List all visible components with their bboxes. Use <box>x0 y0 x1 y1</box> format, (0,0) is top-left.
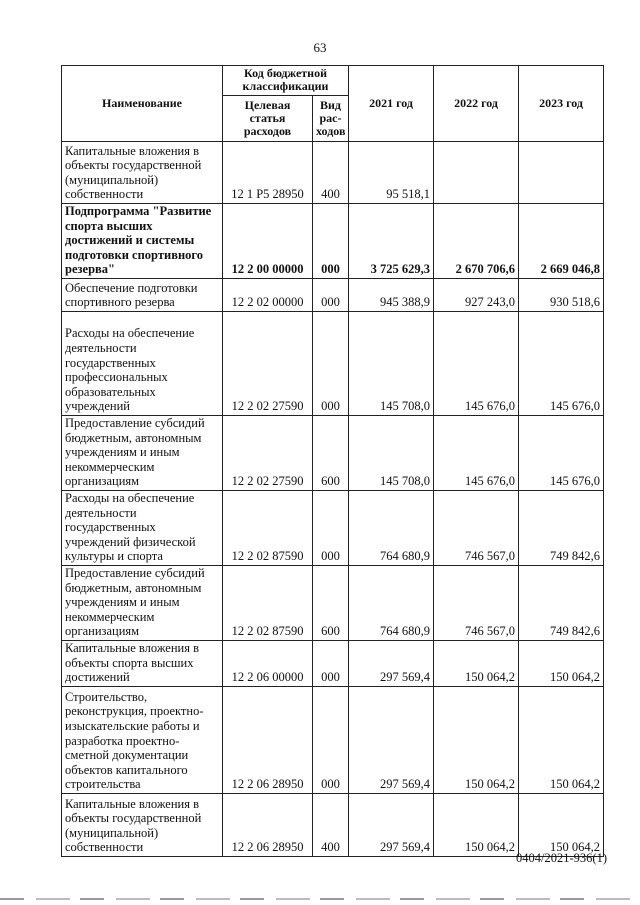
row-2022-cell: 150 064,2 <box>434 686 519 793</box>
row-target-item-cell: 12 2 06 00000 <box>223 640 313 686</box>
row-name-cell: Расходы на обеспечение деятельности государственных профессиональных образовательных учреждений <box>62 311 223 415</box>
row-target-item-cell: 12 2 02 27590 <box>223 311 313 415</box>
row-target-item-cell: 12 2 02 87590 <box>223 565 313 640</box>
row-2023-cell: 930 518,6 <box>519 278 604 311</box>
row-target-item-cell: 12 2 02 00000 <box>223 278 313 311</box>
row-2021-cell: 297 569,4 <box>349 640 434 686</box>
row-name-cell: Расходы на обеспечение деятельности государственных учреждений физической культуры и спорта <box>62 490 223 565</box>
row-2023-cell: 145 676,0 <box>519 311 604 415</box>
row-target-item-cell: 12 2 00 00000 <box>223 204 313 279</box>
row-2022-cell: 145 676,0 <box>434 311 519 415</box>
row-2022-cell: 145 676,0 <box>434 415 519 490</box>
header-2021: 2021 год <box>349 66 434 142</box>
row-2022-cell <box>434 142 519 204</box>
row-expense-type-cell: 000 <box>313 640 349 686</box>
header-2023: 2023 год <box>519 66 604 142</box>
row-2022-cell: 746 567,0 <box>434 490 519 565</box>
header-target-item: Целевая статья расходов <box>223 96 313 142</box>
row-expense-type-cell: 000 <box>313 204 349 279</box>
row-expense-type-cell: 600 <box>313 565 349 640</box>
row-name-cell: Капитальные вложения в объекты государственной (муниципальной) собственности <box>62 142 223 204</box>
table-row <box>62 640 604 686</box>
row-2021-cell: 145 708,0 <box>349 415 434 490</box>
table-row <box>62 415 604 490</box>
table-row <box>62 565 604 640</box>
row-name-cell: Подпрограмма "Развитие спорта высших достижений и системы подготовки спортивного резерва" <box>62 204 223 279</box>
row-2021-cell: 145 708,0 <box>349 311 434 415</box>
row-name-cell: Капитальные вложения в объекты государственной (муниципальной) собственности <box>62 793 223 856</box>
row-2022-cell: 2 670 706,6 <box>434 204 519 279</box>
row-name-cell: Предоставление субсидий бюджетным, автономным учреждениям и иным некоммерческим организациям <box>62 415 223 490</box>
row-2021-cell: 764 680,9 <box>349 490 434 565</box>
row-name-cell: Обеспечение подготовки спортивного резерва <box>62 278 223 311</box>
row-expense-type-cell: 400 <box>313 793 349 856</box>
header-expense-type: Вид рас-ходов <box>313 96 349 142</box>
row-target-item-cell: 12 2 06 28950 <box>223 686 313 793</box>
row-2023-cell: 150 064,2 <box>519 793 604 856</box>
row-2022-cell: 927 243,0 <box>434 278 519 311</box>
row-expense-type-cell: 600 <box>313 415 349 490</box>
table-row <box>62 204 604 279</box>
table-row <box>62 142 604 204</box>
row-expense-type-cell: 000 <box>313 311 349 415</box>
header-bk-code: Код бюджетной классификации <box>223 66 349 96</box>
header-name: Наименование <box>62 66 223 142</box>
row-expense-type-cell: 400 <box>313 142 349 204</box>
scan-edge-divider <box>0 898 640 900</box>
row-2023-cell: 2 669 046,8 <box>519 204 604 279</box>
table-row <box>62 686 604 793</box>
row-expense-type-cell: 000 <box>313 490 349 565</box>
row-name-cell: Предоставление субсидий бюджетным, автономным учреждениям и иным некоммерческим организациям <box>62 565 223 640</box>
table-row <box>62 490 604 565</box>
budget-table <box>61 65 604 857</box>
row-target-item-cell: 12 1 P5 28950 <box>223 142 313 204</box>
row-2023-cell: 150 064,2 <box>519 640 604 686</box>
row-2023-cell: 749 842,6 <box>519 565 604 640</box>
row-2021-cell: 297 569,4 <box>349 686 434 793</box>
table-row <box>62 793 604 856</box>
row-2021-cell: 3 725 629,3 <box>349 204 434 279</box>
row-2021-cell: 945 388,9 <box>349 278 434 311</box>
row-2021-cell: 764 680,9 <box>349 565 434 640</box>
row-2022-cell: 746 567,0 <box>434 565 519 640</box>
table-header <box>62 66 604 142</box>
row-target-item-cell: 12 2 02 27590 <box>223 415 313 490</box>
row-2023-cell: 749 842,6 <box>519 490 604 565</box>
row-target-item-cell: 12 2 06 28950 <box>223 793 313 856</box>
row-2022-cell: 150 064,2 <box>434 793 519 856</box>
header-2022: 2022 год <box>434 66 519 142</box>
page-number: 63 <box>313 40 327 55</box>
row-2023-cell <box>519 142 604 204</box>
row-2022-cell: 150 064,2 <box>434 640 519 686</box>
row-2021-cell: 95 518,1 <box>349 142 434 204</box>
row-name-cell: Строительство, реконструкция, проектно-изыскательские работы и разработка проектно-сметной документации объектов капитального строительства <box>62 686 223 793</box>
row-2023-cell: 150 064,2 <box>519 686 604 793</box>
row-expense-type-cell: 000 <box>313 278 349 311</box>
table-row <box>62 311 604 415</box>
document-code: 0404/2021-936(1) <box>516 851 607 865</box>
row-target-item-cell: 12 2 02 87590 <box>223 490 313 565</box>
row-2023-cell: 145 676,0 <box>519 415 604 490</box>
row-name-cell: Капитальные вложения в объекты спорта высших достижений <box>62 640 223 686</box>
row-expense-type-cell: 000 <box>313 686 349 793</box>
table-row <box>62 278 604 311</box>
row-2021-cell: 297 569,4 <box>349 793 434 856</box>
table-body <box>62 142 604 857</box>
